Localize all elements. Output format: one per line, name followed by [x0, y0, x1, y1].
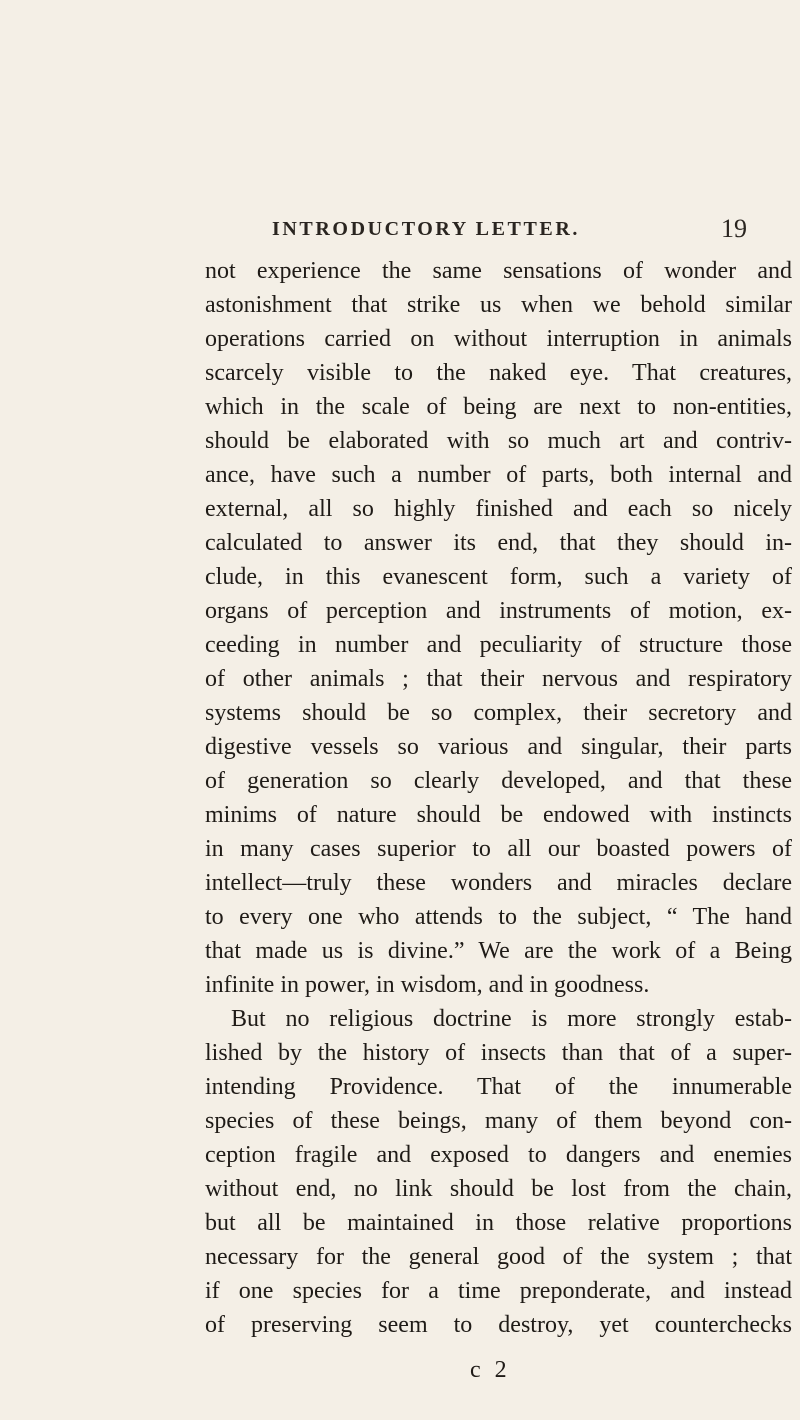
text-line: calculated to answer its end, that they should in-: [205, 530, 792, 556]
text-line: ance, have such a number of parts, both internal and: [205, 462, 792, 488]
text-line: necessary for the general good of the system ; that: [205, 1244, 792, 1270]
text-line: intending Providence. That of the innumerable: [205, 1074, 792, 1100]
text-line: organs of perception and instruments of motion, ex-: [205, 598, 792, 624]
text-line: of other animals ; that their nervous and respiratory: [205, 666, 792, 692]
text-line: of generation so clearly developed, and that these: [205, 768, 792, 794]
text-line: in many cases superior to all our boasted powers of: [205, 836, 792, 862]
text-line: systems should be so complex, their secretory and: [205, 700, 792, 726]
text-line: not experience the same sensations of wonder and: [205, 258, 792, 284]
text-line: to every one who attends to the subject, “ The hand: [205, 904, 792, 930]
text-line: But no religious doctrine is more strongly estab-: [231, 1006, 792, 1032]
text-line: which in the scale of being are next to non-entities,: [205, 394, 792, 420]
text-line: that made us is divine.” We are the work of a Being: [205, 938, 792, 964]
page-number: 19: [721, 214, 747, 243]
text-line: should be elaborated with so much art and contriv-: [205, 428, 792, 454]
text-line: ceeding in number and peculiarity of structure those: [205, 632, 792, 658]
signature-mark: c 2: [470, 1357, 511, 1383]
text-line: species of these beings, many of them beyond con-: [205, 1108, 792, 1134]
text-line: if one species for a time preponderate, and instead: [205, 1278, 792, 1304]
text-line: infinite in power, in wisdom, and in goodness.: [205, 972, 650, 998]
text-line: intellect—truly these wonders and miracles declare: [205, 870, 792, 896]
text-line: astonishment that strike us when we behold similar: [205, 292, 792, 318]
text-line: ception fragile and exposed to dangers and enemies: [205, 1142, 792, 1168]
text-line: operations carried on without interruption in animals: [205, 326, 792, 352]
text-line: digestive vessels so various and singular, their parts: [205, 734, 792, 760]
text-line: of preserving seem to destroy, yet counterchecks: [205, 1312, 792, 1338]
running-title: INTRODUCTORY LETTER.: [272, 218, 581, 240]
text-line: clude, in this evanescent form, such a variety of: [205, 564, 792, 590]
text-line: minims of nature should be endowed with instincts: [205, 802, 792, 828]
text-line: scarcely visible to the naked eye. That creatures,: [205, 360, 792, 386]
text-line: lished by the history of insects than that of a super-: [205, 1040, 792, 1066]
text-line: external, all so highly finished and each so nicely: [205, 496, 792, 522]
text-line: without end, no link should be lost from the chain,: [205, 1176, 792, 1202]
text-line: but all be maintained in those relative proportions: [205, 1210, 792, 1236]
